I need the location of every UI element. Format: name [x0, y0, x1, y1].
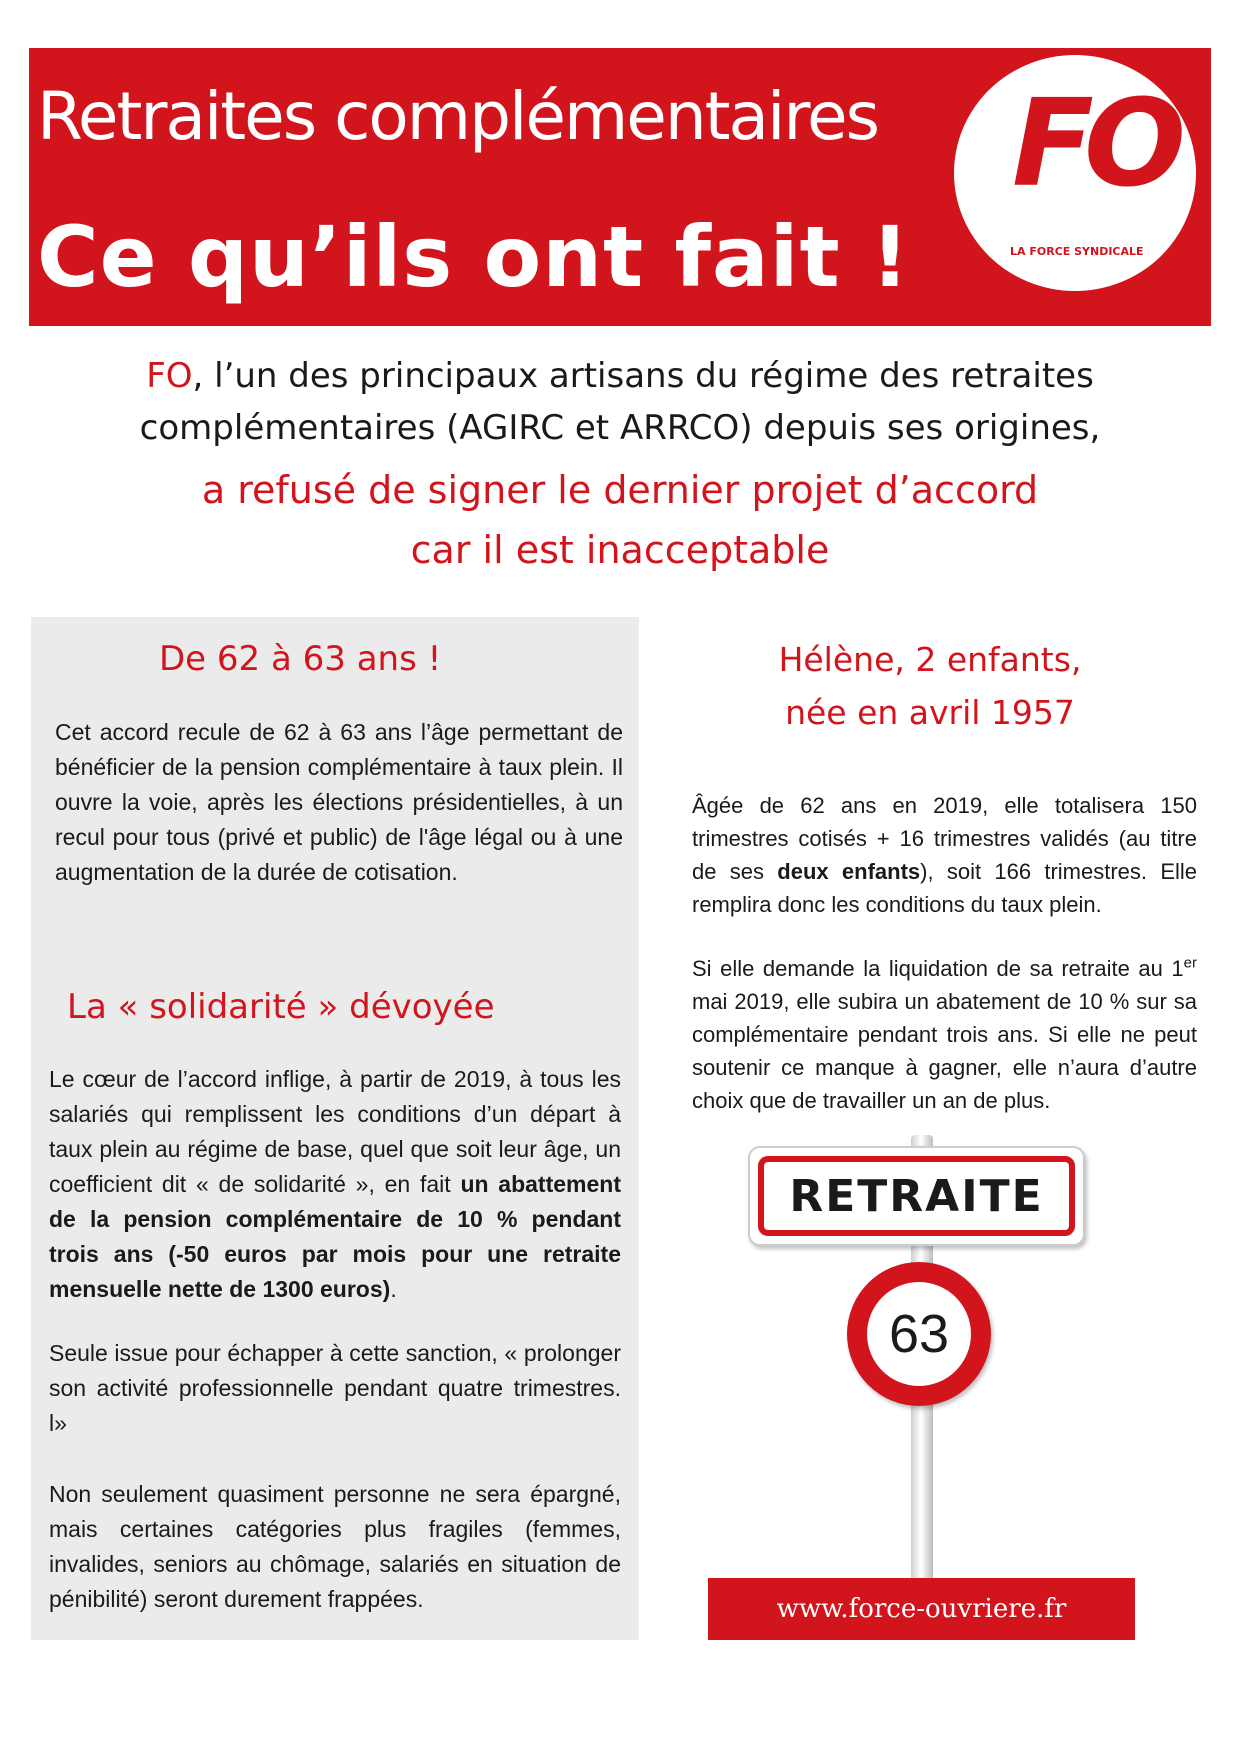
intro-line-1-rest: , l’un des principaux artisans du régime des retraites	[192, 356, 1094, 396]
intro-line-3	[40, 460, 1200, 580]
footer-url[interactable]: www.force-ouvriere.fr	[776, 1594, 1067, 1624]
fo-logo	[954, 55, 1196, 291]
section-text-age: Cet accord recule de 62 à 63 ans l’âge permettant de bénéficier de la pension complémentaire à taux plein. Il ouvre la voie, après les élections présidentielles, à un recul pour tous (privé et public) de l'âge légal ou à une augmentation de la durée de cotisation.	[55, 719, 623, 885]
banner-headline: Ce qu’ils ont fait !	[37, 208, 911, 306]
case-paragraph-2-a: Si elle demande la liquidation de sa retraite au 1	[692, 956, 1184, 981]
case-title-line-1: Hélène, 2 enfants,	[778, 640, 1082, 679]
retraite-sign	[748, 1146, 1085, 1246]
intro-line-1	[40, 350, 1200, 402]
retraite-sign-border	[758, 1156, 1075, 1236]
speed-limit-value: 63	[888, 1304, 950, 1364]
section-text-solidarite-end: .	[390, 1276, 397, 1302]
section-text-solidarite-a: Le cœur de l’accord inflige, à partir de 2019, à tous les salariés qui remplissent les conditions d’un départ à taux plein au régime de base, quel que soit leur âge, un coefficient dit « de solidarité », en fait	[49, 1066, 621, 1197]
fo-logo-subtitle: LA FORCE SYNDICALE	[1010, 245, 1144, 258]
section-title-age: De 62 à 63 ans !	[159, 639, 442, 679]
retraite-sign-text: RETRAITE	[789, 1170, 1044, 1222]
intro-fo: FO	[146, 356, 193, 396]
case-paragraph-1-bold: deux enfants	[777, 859, 921, 884]
case-title-line-2: née en avril 1957	[785, 693, 1075, 732]
case-paragraph-1	[692, 789, 1197, 921]
case-paragraph-1-b: ), soit 166 trimestres. Elle remplira donc les conditions du taux plein.	[692, 859, 1197, 917]
header-banner	[29, 48, 1211, 326]
case-paragraph-2	[692, 952, 1197, 1117]
intro-statement	[40, 350, 1200, 580]
case-paragraph-2-b: mai 2019, elle subira un abatement de 10 % sur sa complémentaire pendant trois ans. Si elle ne peut soutenir ce manque à gagner, elle n’aura d’autre choix que de travailler un an de plus.	[692, 989, 1197, 1113]
speed-limit-sign	[847, 1262, 991, 1406]
fo-logo-text: FO	[1012, 75, 1176, 214]
paragraph-sanction: Seule issue pour échapper à cette sanction, « prolonger son activité professionnelle pendant quatre trimestres. l»	[49, 1340, 621, 1436]
banner-title: Retraites complémentaires	[37, 78, 878, 155]
case-paragraph-2-sup: er	[1183, 954, 1197, 972]
intro-line-3-a: a refusé de signer le dernier projet d’accord	[201, 468, 1039, 512]
section-title-solidarite: La « solidarité » dévoyée	[67, 987, 495, 1027]
case-title	[690, 633, 1170, 739]
section-text-solidarite-bold: un abattement de la pension complémentaire de 10 % pendant trois ans (-50 euros par mois pour une retraite mensuelle nette de 1300 euros)	[49, 1171, 621, 1302]
paragraph-categories: Non seulement quasiment personne ne sera épargné, mais certaines catégories plus fragiles (femmes, invalides, seniors au chômage, salariés en situation de pénibilité) seront durement frappées.	[49, 1481, 621, 1612]
intro-line-2: complémentaires (AGIRC et ARRCO) depuis ses origines,	[139, 408, 1101, 448]
speed-limit-inner	[867, 1282, 971, 1386]
section-text-solidarite	[49, 1062, 621, 1307]
case-paragraph-1-a: Âgée de 62 ans en 2019, elle totalisera 150 trimestres cotisés + 16 trimestres validés (au titre de ses	[692, 793, 1197, 884]
left-column	[31, 617, 639, 1640]
footer-bar	[708, 1578, 1135, 1640]
intro-line-3-b: car il est inacceptable	[410, 528, 830, 572]
